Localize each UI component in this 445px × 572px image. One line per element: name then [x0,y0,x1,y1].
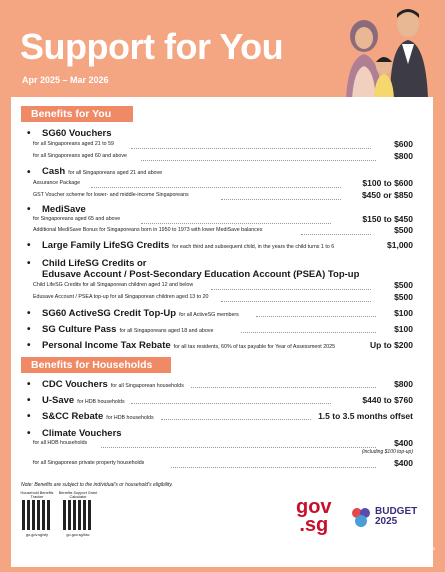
item-amount: $450 or $850 [361,190,413,200]
qr-caption: Benefits Support Grant Calculator [58,491,98,499]
item-row-label: for all Singaporeans aged 60 and above [33,153,127,159]
bullet-icon: • [27,240,31,251]
item-title: SG60 Vouchers [42,128,112,139]
updated-label: Updated as at Apr 2025 [395,547,435,551]
qr-code-icon[interactable] [22,500,52,530]
item-amount: $400 [394,458,413,468]
item-title: Climate Vouchers [42,428,122,439]
item-row-label: for all Singaporeans aged 21 to 59 [33,141,114,147]
qr-caption: Household Benefits Tracker [20,491,54,499]
item-row-label: GST Voucher scheme for lower- and middle-income Singaporeans [33,192,189,198]
item-title: Personal Income Tax Rebate for all tax residents, 60% of tax payable for Year of Assessment 2025 [42,340,336,351]
page-title: Support for You [20,26,284,67]
item-row-label: for Singaporeans aged 65 and above [33,216,121,222]
item-title: SG Culture Pass for all Singaporeans aged 18 and above [42,324,214,335]
gov-sg-logo: gov .sg [296,496,332,536]
bullet-icon: • [27,258,31,269]
item-title: S&CC Rebate for HDB households [42,411,154,422]
item-amount: $100 [394,308,413,318]
item-amount: $400 [394,438,413,448]
bullet-icon: • [27,340,31,351]
item-amount: $100 to $600 [362,178,413,188]
item-title-line2: Edusave Account / Post-Secondary Education Account (PSEA) Top-up [42,269,360,280]
item-amount: $1,000 [387,240,413,250]
item-amount: $100 [394,324,413,334]
item-row-label: Additional MediSave Bonus for Singaporeans born in 1950 to 1973 with lower MediSave balances [33,227,263,233]
item-title: Large Family LifeSG Credits for each third and subsequent child, in the years the child turns 1 to 6 [42,240,335,251]
qr-link: go.gov.sg/bsc [66,533,90,537]
item-amount: $500 [394,280,413,290]
item-amount-note: (including $100 top-up) [361,449,413,455]
item-amount: Up to $200 [370,340,413,350]
item-amount: 1.5 to 3.5 months offset [318,411,413,421]
bullet-icon: • [27,428,31,439]
section-header-benefits-for-you: Benefits for You [21,106,133,122]
qr-code-icon[interactable] [63,500,93,530]
item-amount: $150 to $450 [362,214,413,224]
item-row-label: for all Singaporean private property households [33,460,145,466]
family-illustration [322,4,442,99]
item-row-label: Edusave Account / PSEA top-up for all Singaporean children aged 13 to 20 [33,294,209,300]
item-title: SG60 ActiveSG Credit Top-Up for all ActiveSG members [42,308,239,319]
item-title: Child LifeSG Credits or [42,258,147,269]
qr-link: go.gov.sg/sfy [25,533,49,537]
item-amount: $440 to $760 [362,395,413,405]
item-row-label: for all HDB households [33,440,88,446]
item-amount: $800 [394,151,413,161]
bullet-icon: • [27,324,31,335]
budget-logo-text: BUDGET 2025 [375,506,418,527]
bullet-icon: • [27,395,31,406]
item-amount: $500 [394,292,413,302]
bullet-icon: • [27,308,31,319]
bullet-icon: • [27,204,31,215]
budget-logo-icon [350,506,372,528]
item-amount: $800 [394,379,413,389]
period-label: Apr 2025 – Mar 2026 [22,75,109,85]
item-amount: $600 [394,139,413,149]
item-amount: $500 [394,225,413,235]
item-title: MediSave [42,204,86,215]
bullet-icon: • [27,411,31,422]
item-title: U-Save for HDB households [42,395,125,406]
item-title: Cash for all Singaporeans aged 21 and above [42,166,163,177]
bullet-icon: • [27,128,31,139]
item-title: CDC Vouchers for all Singaporean households [42,379,184,390]
section-header-benefits-for-households: Benefits for Households [21,357,171,373]
bullet-icon: • [27,167,31,178]
eligibility-note: Note: Benefits are subject to the individual's or household's eligibility. [21,482,173,488]
bullet-icon: • [27,379,31,390]
item-row-label: Assurance Package [33,180,81,186]
item-row-label: Child LifeSG Credits for all Singaporean children aged 12 and below [33,282,194,288]
